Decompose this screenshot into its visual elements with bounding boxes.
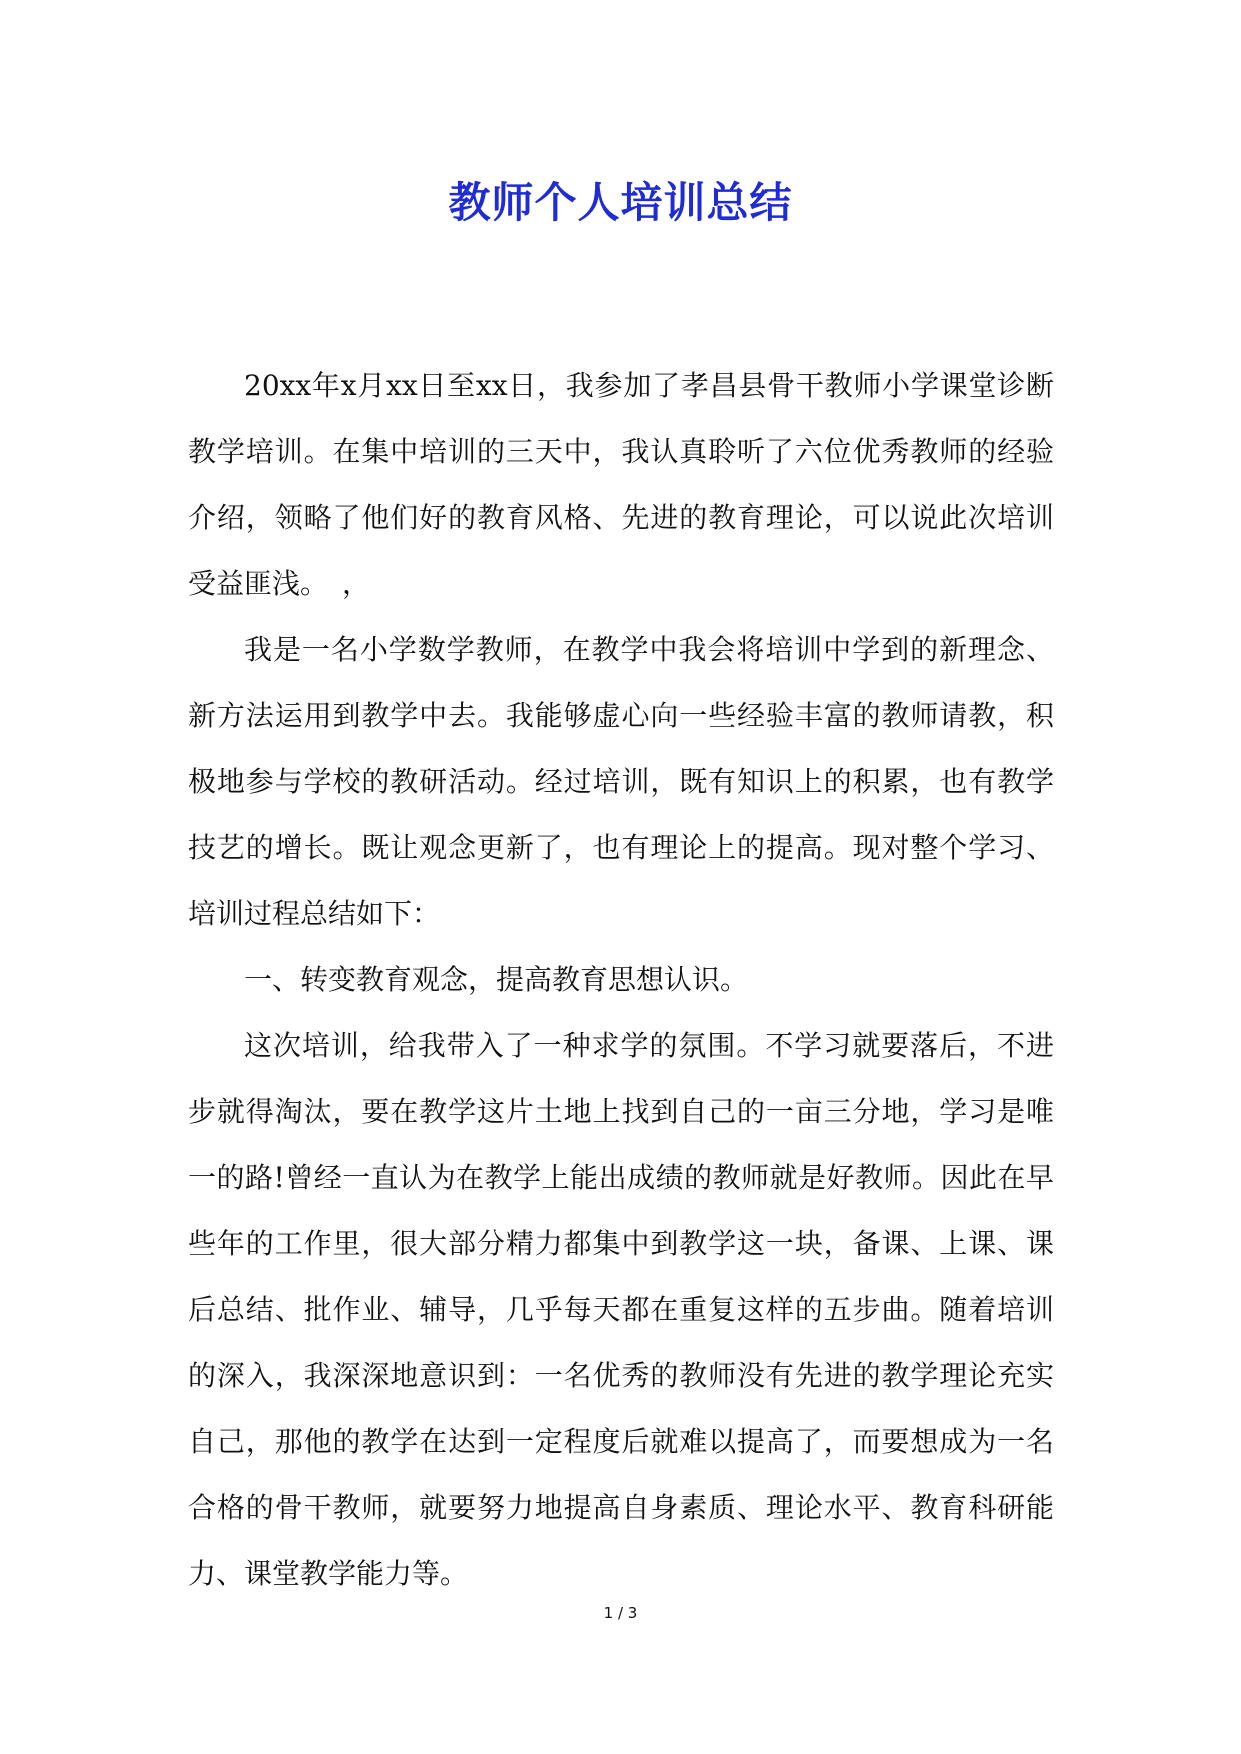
paragraph-3: 这次培训，给我带入了一种求学的氛围。不学习就要落后，不进步就得淘汰，要在教学这片土地上找到自己的一亩三分地，学习是唯一的路!曾经一直认为在教学上能出成绩的教师就是好教师。因此在早些年的工作里，很大部分精力都集中到教学这一块，备课、上课、课后总结、批作业、辅导，几乎每天都在重复这样的五步曲。随着培训的深入，我深深地意识到：一名优秀的教师没有先进的教学理论充实自己，那他的教学在达到一定程度后就难以提高了，而要想成为一名合格的骨干教师，就要努力地提高自身素质、理论水平、教育科研能力、课堂教学能力等。 <box>188 1029 1054 1590</box>
paragraph-2: 我是一名小学数学教师，在教学中我会将培训中学到的新理念、新方法运用到教学中去。我能够虚心向一些经验丰富的教师请教，积极地参与学校的教研活动。经过培训，既有知识上的积累，也有教学技艺的增长。既让观念更新了，也有理论上的提高。现对整个学习、培训过程总结如下： <box>188 633 1054 930</box>
document-title: 教师个人培训总结 <box>448 178 793 228</box>
page-number: 1 / 3 <box>603 1604 638 1622</box>
section-heading: 一、转变教育观念，提高教育思想认识。 <box>244 963 749 996</box>
paragraph-1: 20xx年x月xx日至xx日，我参加了孝昌县骨干教师小学课堂诊断教学培训。在集中培训的三天中，我认真聆听了六位优秀教师的经验介绍，领略了他们好的教育风格、先进的教育理论，可以说此次培训受益匪浅。 ， <box>188 369 1054 600</box>
document-body <box>188 353 1054 1607</box>
